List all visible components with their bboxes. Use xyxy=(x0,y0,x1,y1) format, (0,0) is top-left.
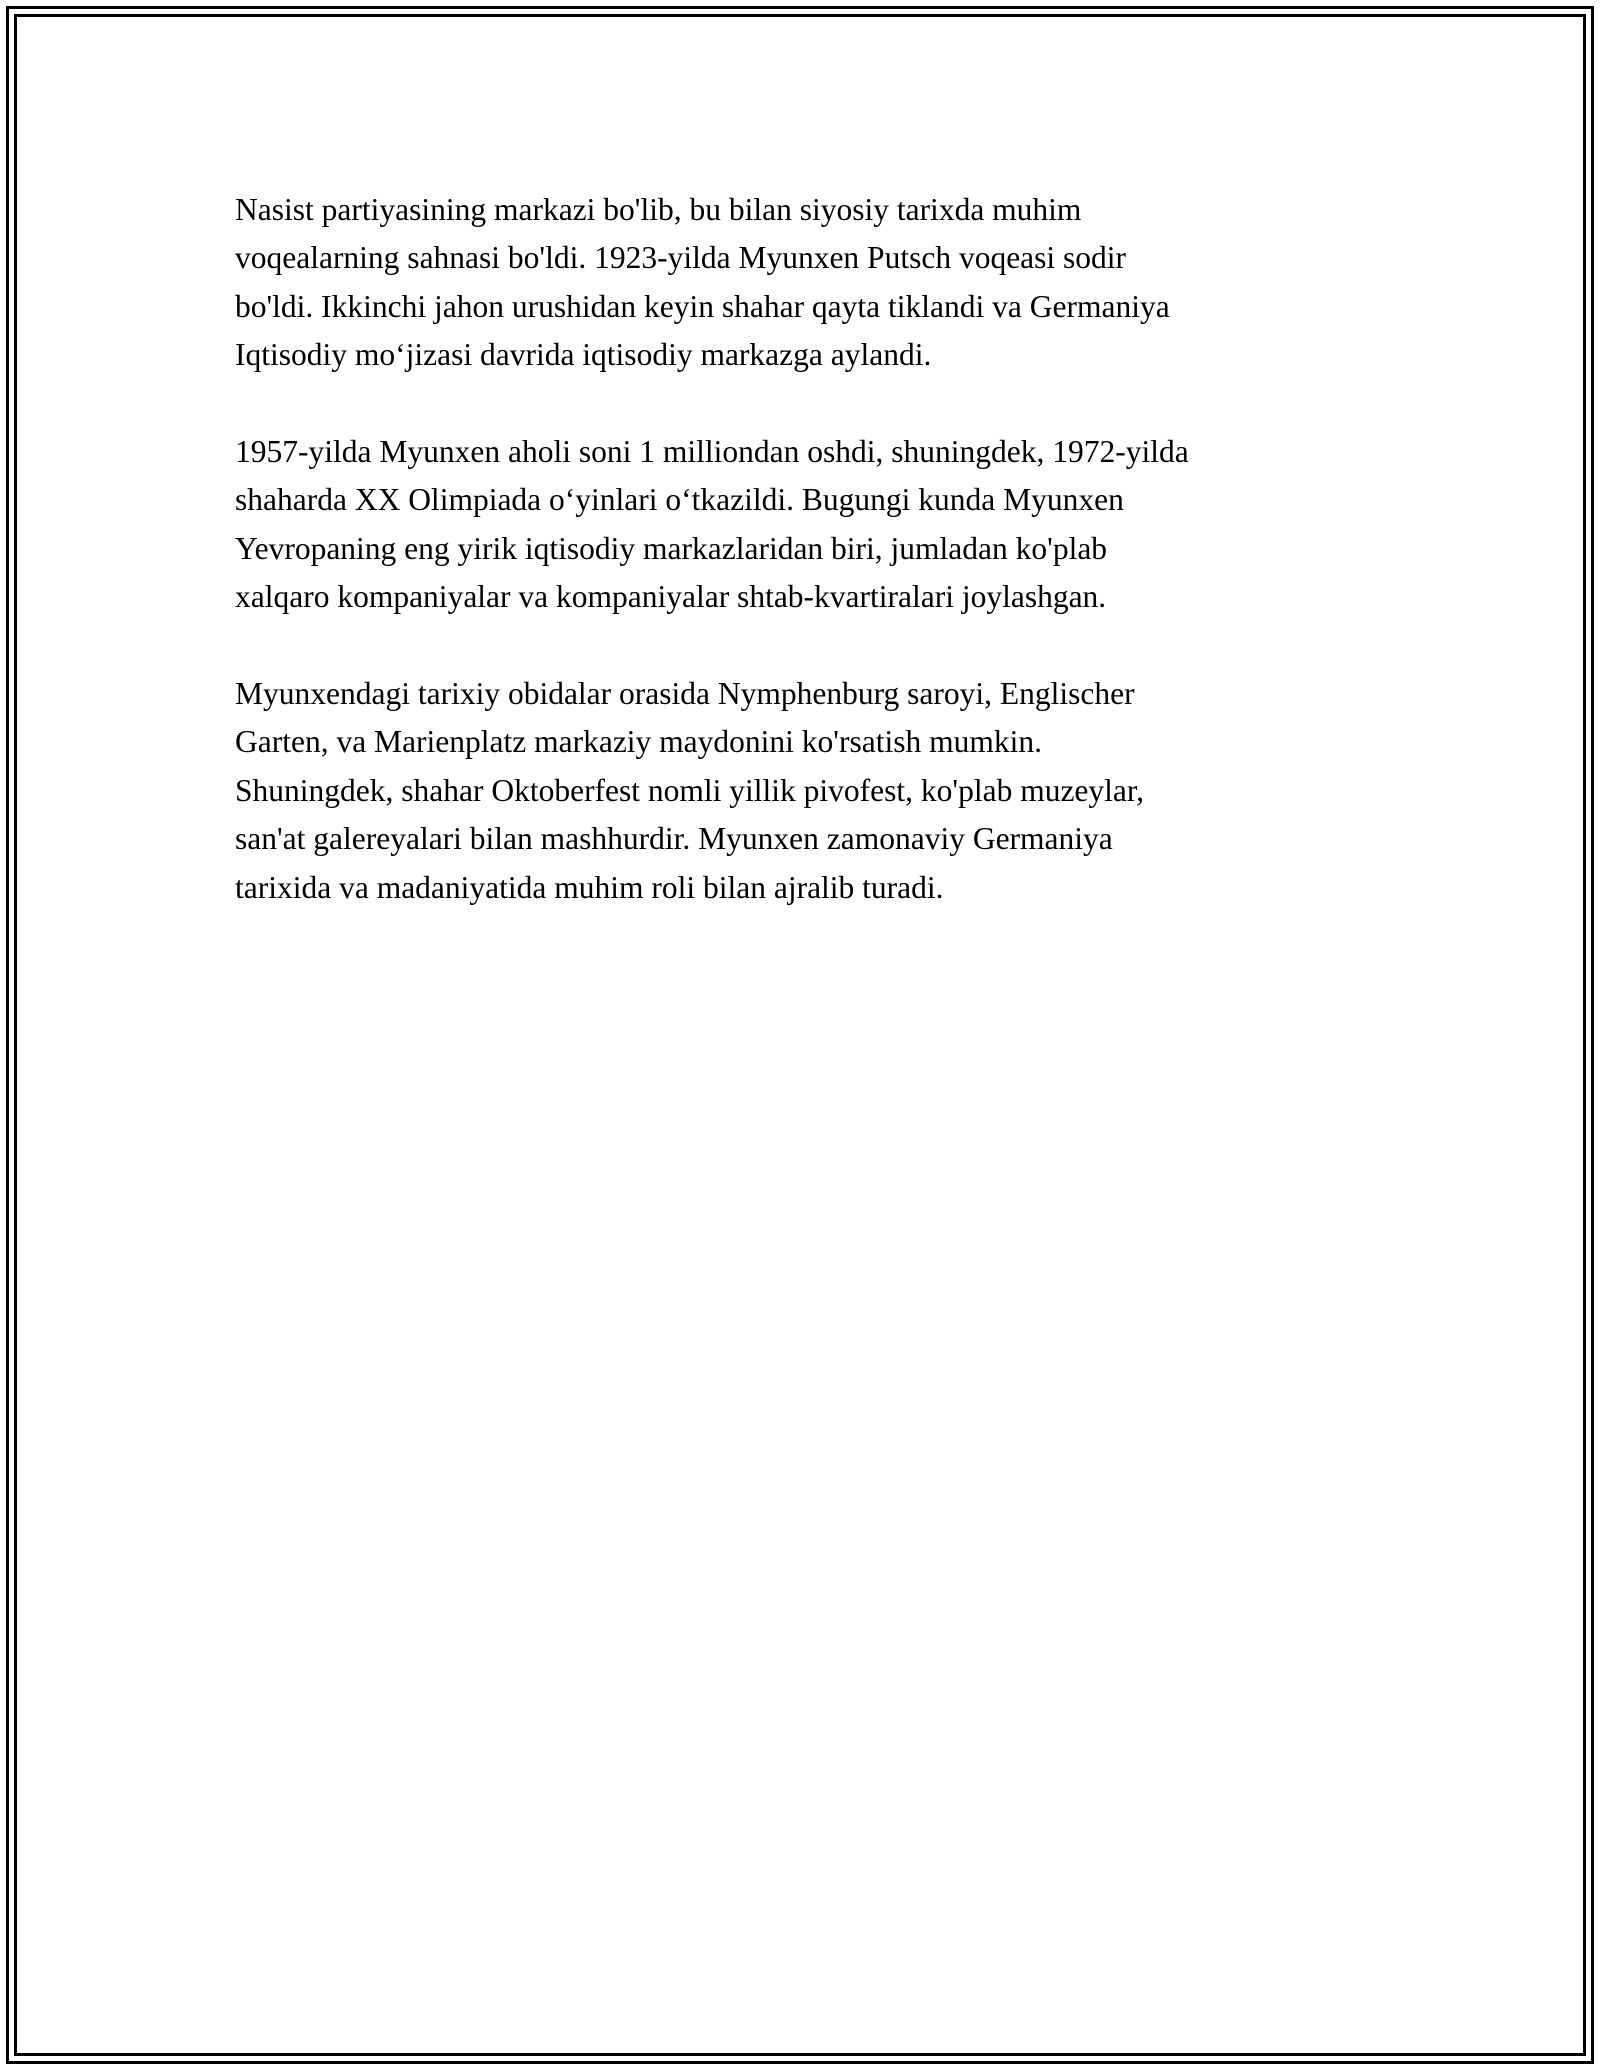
text-line: Iqtisodiy mo‘jizasi davrida iqtisodiy markazga aylandi. xyxy=(235,337,932,373)
text-line: Yevropaning eng yirik iqtisodiy markazlaridan biri, jumladan ko'plab xyxy=(235,530,1108,566)
paragraph-1 xyxy=(235,186,1365,380)
text-line: xalqaro kompaniyalar va kompaniyalar shtab-kvartiralari joylashgan. xyxy=(235,579,1107,615)
paragraph-3 xyxy=(235,670,1365,912)
text-line: bo'ldi. Ikkinchi jahon urushidan keyin shahar qayta tiklandi va Germaniya xyxy=(235,288,1170,324)
text-line: Garten, va Marienplatz markaziy maydonini ko'rsatish mumkin. xyxy=(235,724,1042,760)
text-line: Shuningdek, shahar Oktoberfest nomli yillik pivofest, ko'plab muzeylar, xyxy=(235,772,1144,808)
text-line: voqealarning sahnasi bo'ldi. 1923-yilda Myunxen Putsch voqeasi sodir xyxy=(235,240,1127,276)
document-body xyxy=(235,186,1365,960)
text-line: san'at galereyalari bilan mashhurdir. Myunxen zamonaviy Germaniya xyxy=(235,821,1113,857)
text-line: shaharda XX Olimpiada o‘yinlari o‘tkazildi. Bugungi kunda Myunxen xyxy=(235,482,1124,518)
text-line: 1957-yilda Myunxen aholi soni 1 milliondan oshdi, shuningdek, 1972-yilda xyxy=(235,434,1189,470)
text-line: tarixida va madaniyatida muhim roli bilan ajralib turadi. xyxy=(235,869,944,905)
text-line: Nasist partiyasining markazi bo'lib, bu bilan siyosiy tarixda muhim xyxy=(235,192,1082,227)
text-line: Myunxendagi tarixiy obidalar orasida Nymphenburg saroyi, Englischer xyxy=(235,676,1135,712)
paragraph-2 xyxy=(235,428,1365,622)
